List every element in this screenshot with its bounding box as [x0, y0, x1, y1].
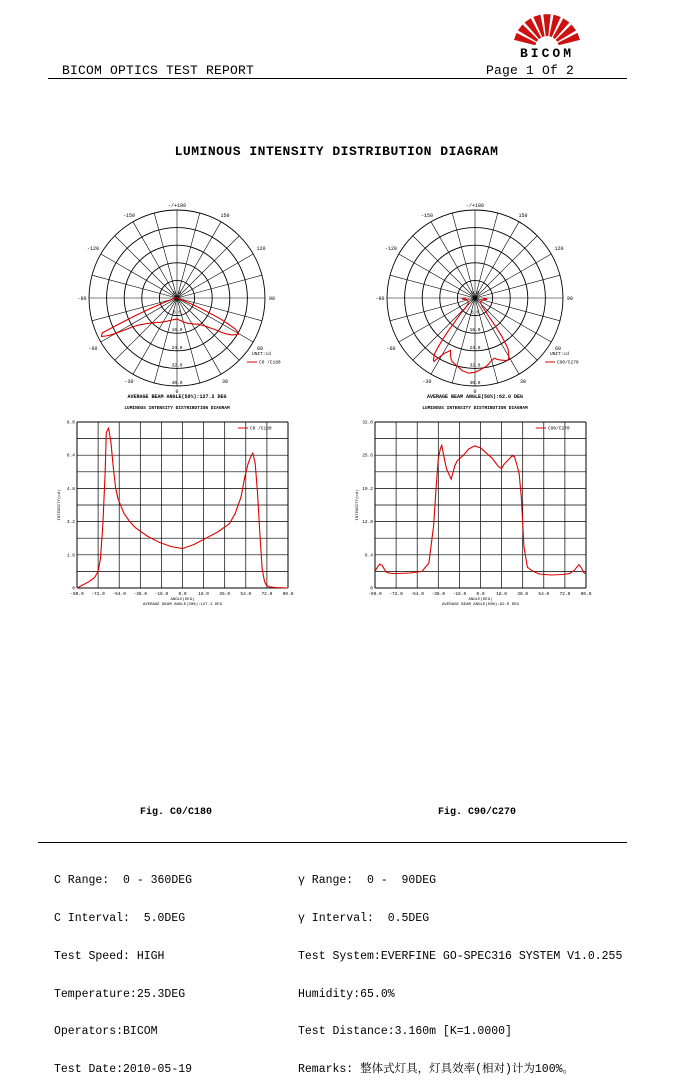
polar-spoke [115, 298, 177, 360]
legend-label: C0 /C180 [250, 426, 272, 432]
c-range: C Range: 0 - 360DEG [54, 874, 193, 888]
beam-angle-label: AVERAGE BEAM ANGLE(50%):62.0 DEG [426, 394, 524, 400]
chart-caption: AVERAGE BEAM ANGLE(50%):127.2 DEG [142, 603, 223, 607]
polar-spoke [475, 298, 537, 360]
polar-angle-label: -150 [122, 213, 136, 219]
figure-caption-left: Fig. C0/C180 [140, 807, 213, 818]
x-tick-label: 0.0 [178, 592, 187, 597]
polar-diagram-right [368, 198, 583, 416]
polar-angle-label: 30 [519, 379, 527, 385]
x-tick-label: 72.0 [559, 592, 571, 597]
polar-angle-label: -120 [86, 246, 100, 252]
polar-ring-label: 40.0 [469, 381, 481, 386]
polar-spoke [475, 213, 498, 298]
polar-spoke [177, 236, 239, 298]
logo-fan-icon [482, 8, 612, 60]
footer-right [298, 850, 622, 1089]
test-distance: Test Distance:3.160m [K=1.0000] [298, 1025, 512, 1039]
polar-spoke [177, 275, 262, 298]
y-tick-label: 1.6 [66, 553, 75, 559]
footer-rule [38, 842, 627, 843]
bicom-logo [482, 8, 612, 60]
polar-spoke [177, 298, 221, 374]
logo-text: BICOM [519, 46, 575, 60]
remarks: Remarks: 整体式灯具，灯具效率(相对)计为100%。 [298, 1063, 575, 1077]
x-tick-label: -18.0 [154, 592, 169, 597]
x-tick-label: 18.0 [496, 592, 508, 597]
polar-spoke [475, 298, 551, 342]
test-speed: Test Speed: HIGH [54, 949, 165, 963]
polar-angle-label: 0 [473, 389, 477, 395]
polar-spoke [390, 275, 475, 298]
test-system: Test System:EVERFINE GO-SPEC316 SYSTEM V1.0.255 [298, 949, 623, 963]
polar-spoke [452, 213, 475, 298]
polar-angle-label: -120 [384, 246, 398, 252]
polar-diagram-left [70, 198, 285, 416]
polar-ring-label: 32.0 [469, 363, 481, 369]
polar-angle-label: -150 [420, 213, 434, 219]
x-axis-label: ANGLE(DEG) [170, 598, 195, 602]
polar-ring-label: 8.0 [470, 310, 480, 316]
y-tick-label: 0 [370, 586, 373, 592]
y-tick-label: 12.8 [362, 520, 373, 526]
polar-angle-label: 120 [554, 246, 564, 252]
x-tick-label: -54.0 [410, 592, 424, 597]
x-tick-label: -36.0 [431, 592, 446, 597]
polar-angle-label: 120 [256, 246, 266, 252]
operators: Operators:BICOM [54, 1025, 158, 1039]
y-tick-label: 19.2 [362, 486, 373, 492]
y-tick-label: 4.8 [66, 486, 75, 492]
polar-angle-label: -90 [375, 296, 385, 302]
polar-spoke [177, 254, 253, 298]
x-tick-label: 72.0 [261, 592, 273, 597]
header-rule [48, 78, 627, 79]
x-tick-label: -18.0 [452, 592, 467, 597]
polar-angle-label: -60 [88, 346, 98, 352]
x-tick-label: -36.0 [133, 592, 148, 597]
polar-subtitle: LUMINOUS INTENSITY DISTRIBUTION DIAGRAM [124, 406, 230, 411]
page-label: Page 1 Of 2 [486, 63, 575, 78]
polar-spoke [475, 236, 537, 298]
polar-spoke [399, 254, 475, 298]
polar-spoke [431, 222, 475, 298]
polar-angle-label: 60 [554, 346, 562, 352]
polar-grid [384, 210, 563, 386]
main-title: LUMINOUS INTENSITY DISTRIBUTION DIAGRAM [174, 144, 499, 159]
footer-left [54, 850, 192, 1089]
polar-angle-label: 90 [268, 296, 276, 302]
logo-ray [543, 14, 550, 36]
polar-angle-label: -/+180 [465, 203, 485, 209]
polar-spoke [475, 222, 519, 298]
polar-angle-label: -/+180 [167, 203, 187, 209]
x-tick-label: 0.0 [476, 592, 485, 597]
y-axis-label: INTENSITY(cd) [356, 489, 360, 521]
polar-spoke [133, 298, 177, 374]
intensity-chart-right [350, 418, 600, 610]
polar-ring-label: 40.0 [171, 381, 183, 386]
temperature: Temperature:25.3DEG [54, 987, 186, 1001]
polar-legend-label: C0 /C180 [259, 360, 281, 366]
polar-spoke [154, 213, 177, 298]
polar-ring-label: 16.0 [469, 328, 481, 334]
polar-ring-label: 32.0 [171, 363, 183, 369]
polar-spoke [92, 275, 177, 298]
polar-angle-label: 60 [256, 346, 264, 352]
polar-ring-label: 16.0 [171, 328, 183, 334]
y-tick-label: 32.0 [362, 420, 373, 426]
polar-angle-label: 150 [518, 213, 528, 219]
polar-unit-label: UNIT:cd [550, 352, 569, 357]
polar-spoke [177, 298, 262, 321]
x-tick-label: -54.0 [112, 592, 126, 597]
y-tick-label: 0 [72, 586, 75, 592]
humidity: Humidity:65.0% [298, 987, 395, 1001]
polar-ring-label: 8.0 [172, 310, 182, 316]
polar-angle-label: 0 [175, 389, 179, 395]
polar-center-label: 0.0 [172, 291, 182, 296]
x-tick-label: 54.0 [240, 592, 252, 597]
x-tick-label: 90.0 [580, 592, 592, 597]
polar-angle-label: -30 [124, 379, 134, 385]
report-title: BICOM OPTICS TEST REPORT [62, 63, 255, 78]
x-tick-label: 54.0 [538, 592, 550, 597]
legend-label: C90/C270 [548, 426, 570, 432]
polar-spoke [390, 298, 475, 321]
polar-legend-label: C90/C270 [557, 360, 579, 366]
y-tick-label: 6.4 [364, 553, 373, 559]
y-tick-label: 8.0 [66, 420, 75, 426]
polar-spoke [133, 222, 177, 298]
polar-spoke [177, 298, 253, 342]
chart-grid [375, 422, 586, 588]
figure-caption-right: Fig. C90/C270 [438, 807, 517, 818]
polar-spoke [399, 298, 475, 342]
polar-angle-label: 90 [566, 296, 574, 302]
beam-angle-label: AVERAGE BEAM ANGLE(50%):127.2 DEG [127, 394, 227, 400]
polar-spoke [475, 254, 551, 298]
polar-angle-label: -90 [77, 296, 87, 302]
x-axis-label: ANGLE(DEG) [468, 598, 493, 602]
x-tick-label: 36.0 [219, 592, 231, 597]
polar-angle-label: 150 [220, 213, 230, 219]
chart-grid [77, 422, 288, 588]
polar-spoke [101, 254, 177, 298]
y-tick-label: 6.4 [66, 453, 75, 459]
polar-angle-label: -30 [422, 379, 432, 385]
x-tick-label: -72.0 [389, 592, 403, 597]
polar-subtitle: LUMINOUS INTENSITY DISTRIBUTION DIAGRAM [422, 406, 528, 411]
polar-spoke [413, 236, 475, 298]
polar-unit-label: UNIT:cd [252, 352, 271, 357]
polar-ring-label: 24.0 [469, 345, 481, 351]
polar-spoke [177, 298, 239, 360]
polar-spoke [475, 298, 560, 321]
x-tick-label: -90.0 [368, 592, 382, 597]
polar-angle-label: -60 [386, 346, 396, 352]
polar-angle-label: 30 [221, 379, 229, 385]
y-axis-label: INTENSITY(cd) [58, 489, 62, 521]
polar-spoke [475, 298, 519, 374]
x-tick-label: 18.0 [198, 592, 210, 597]
polar-spoke [101, 298, 177, 342]
c-interval: C Interval: 5.0DEG [54, 911, 186, 925]
polar-spoke [177, 213, 200, 298]
y-tick-label: 25.6 [362, 453, 373, 459]
polar-spoke [475, 275, 560, 298]
test-date: Test Date:2010-05-19 [54, 1063, 193, 1077]
x-tick-label: -72.0 [91, 592, 105, 597]
polar-center-label: 0.0 [470, 291, 480, 296]
gamma-range: γ Range: 0 - 90DEG [298, 874, 437, 888]
polar-curve [102, 298, 239, 337]
polar-ring-label: 24.0 [171, 345, 183, 351]
polar-spoke [177, 222, 221, 298]
chart-caption: AVERAGE BEAM ANGLE(50%):62.0 DEG [442, 603, 519, 607]
polar-spoke [115, 236, 177, 298]
intensity-chart-left [52, 418, 302, 610]
polar-spoke [92, 298, 177, 321]
gamma-interval: γ Interval: 0.5DEG [298, 911, 430, 925]
x-tick-label: 90.0 [282, 592, 294, 597]
y-tick-label: 3.2 [66, 520, 75, 526]
x-tick-label: -90.0 [70, 592, 84, 597]
x-tick-label: 36.0 [517, 592, 529, 597]
